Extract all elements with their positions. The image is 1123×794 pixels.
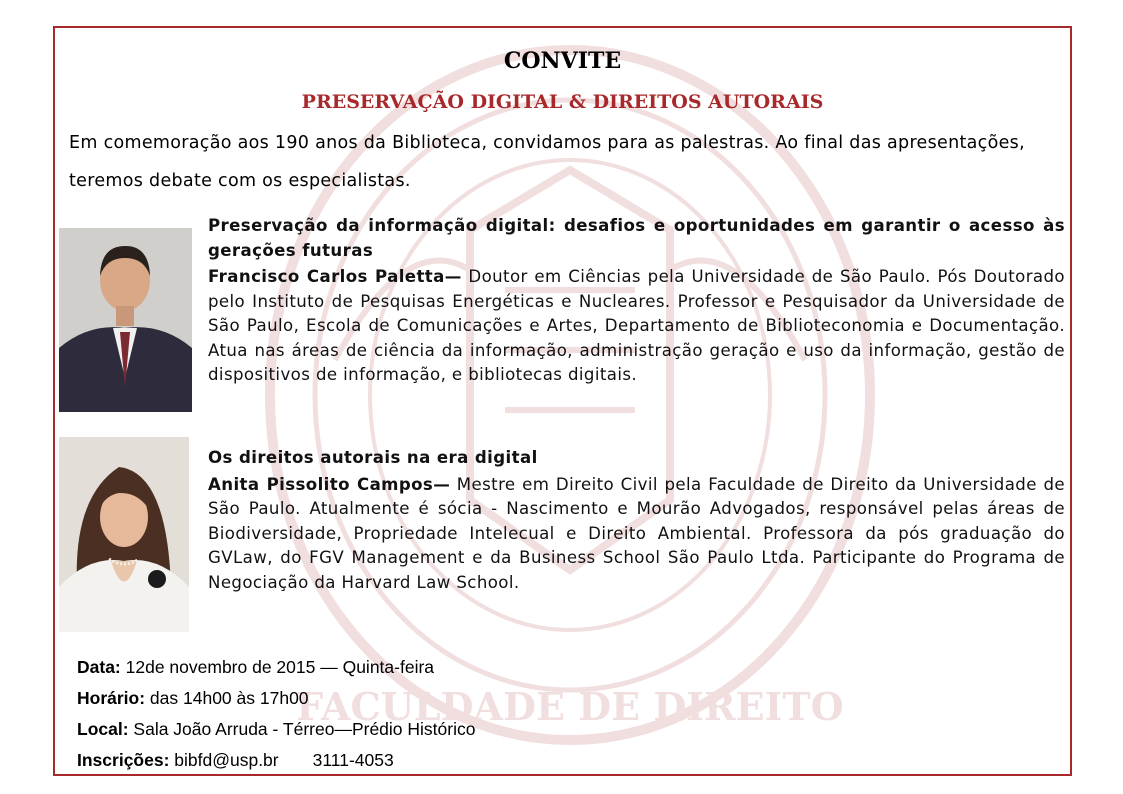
signup-label: Inscrições: bbox=[77, 750, 170, 770]
place-label: Local: bbox=[77, 719, 129, 739]
date-value: 12de novembro de 2015 — Quinta-feira bbox=[120, 657, 435, 677]
talk-2-bio: Mestre em Direito Civil pela Faculdade de Direito da Universidade de São Paulo. Atualmente é sócia - Nascimento e Mourão Advogados, responsável pelas áreas de Biodiversidade, Propriedade Intelecual e Direito Ambiental. Professora da pós graduação do GVLaw, do FGV Management e da Business School São Paulo Ltda. Participante do Programa de Negociação da Harvard Law School. bbox=[208, 474, 1065, 592]
talk-1 bbox=[208, 214, 1065, 388]
event-details bbox=[77, 652, 777, 776]
speaker-photo-woman-icon bbox=[59, 437, 189, 632]
talk-2-title: Os direitos autorais na era digital bbox=[208, 448, 538, 467]
seal-text: FACULDADE DE DIREITO bbox=[296, 684, 844, 729]
talk-1-bio: Doutor em Ciências pela Universidade de São Paulo. Pós Doutorado pelo Instituto de Pesquisas Energéticas e Nucleares. Professor e Pesquisador da Universidade de São Paulo, Escola de Comunicações e Artes, Departamento de Biblioteconomia e Documentação. Atua nas áreas de ciência da informação, administração geração e uso da informação, gestão de dispositivos de informação, e bibliotecas digitais. bbox=[208, 267, 1065, 384]
date-label: Data: bbox=[77, 657, 121, 677]
time-value: das 14h00 às 17h00 bbox=[145, 688, 309, 708]
speaker-photo-1 bbox=[59, 228, 192, 412]
speaker-photo-2 bbox=[59, 437, 189, 632]
time-label: Horário: bbox=[77, 688, 146, 708]
place-row bbox=[77, 714, 777, 745]
intro-paragraph: Em comemoração aos 190 anos da Biblioteca, convidamos para as palestras. Ao final das apresentações, teremos debate com os especialistas. bbox=[69, 133, 1025, 191]
signup-phone: 3111-4053 bbox=[312, 750, 394, 770]
speaker-photo-man-icon bbox=[59, 228, 192, 412]
place-value: Sala João Arruda - Térreo—Prédio Histórico bbox=[128, 719, 476, 739]
talk-2-bio-block bbox=[208, 473, 1065, 596]
page-title: CONVITE bbox=[503, 48, 622, 74]
signup-email[interactable]: bibfd@usp.br bbox=[169, 750, 279, 770]
talk-2-speaker-name: Anita Pissolito Campos— bbox=[208, 474, 451, 494]
talk-1-bio-block bbox=[208, 265, 1065, 388]
date-row bbox=[77, 652, 777, 683]
talk-1-title: Preservação da informação digital: desafios e oportunidades em garantir o acesso às gerações futuras bbox=[208, 216, 1065, 260]
signup-row bbox=[77, 745, 777, 776]
page-subtitle: PRESERVAÇÃO DIGITAL & DIREITOS AUTORAIS bbox=[301, 91, 824, 113]
talk-1-speaker-name: Francisco Carlos Paletta— bbox=[208, 267, 462, 286]
time-row bbox=[77, 683, 777, 714]
talk-2 bbox=[208, 446, 1065, 595]
